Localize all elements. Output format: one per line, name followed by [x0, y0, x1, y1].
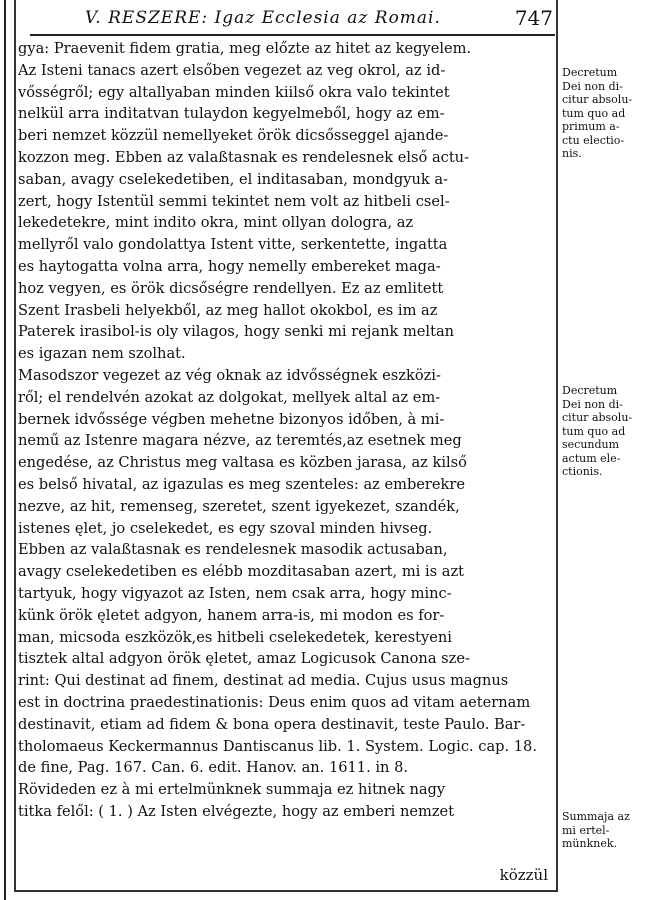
text-line: istenes ęlet, jo cselekedet, es egy szoval minden hivseg. [18, 519, 433, 537]
margin-note-line: primum a- [562, 120, 620, 133]
text-line: Szent Irasbeli helyekből, az meg hallot okokbol, es im az [18, 301, 438, 319]
text-line: gya: Praevenit fidem gratia, meg előzte az hitet az kegyelem. [18, 40, 472, 57]
text-line: nemű az Istenre magara nézve, az teremtés,az esetnek meg [18, 432, 462, 450]
text-line: de fine, Pag. 167. Can. 6. edit. Hanov. an. 1611. in 8. [18, 759, 409, 777]
margin-note-decretum-secundum [562, 384, 650, 479]
book-gutter-edge [4, 0, 6, 900]
text-line: Paterek irasibol-is oly vilagos, hogy senki mi rejank meltan [18, 323, 455, 341]
text-line: es igazan nem szolhat. [18, 345, 186, 363]
margin-note-decretum-primum [562, 66, 650, 161]
margin-note-line: Decretum [562, 384, 618, 397]
text-line: destinavit, etiam ad fidem & bona opera destinavit, teste Paulo. Bar- [18, 715, 526, 733]
page-number: 747 [514, 6, 553, 30]
margin-note-line: citur absolu- [562, 411, 633, 424]
margin-note-line: secundum [562, 438, 620, 451]
page-header [30, 4, 555, 36]
text-line: Ebben az valaßtasnak es rendelesnek masodik actusaban, [18, 541, 448, 559]
margin-note-line: Summaja az [562, 810, 630, 823]
margin-note-line: citur absolu- [562, 93, 633, 106]
text-line: tisztek altal adgyon örök ęletet, amaz Logicusok Canona sze- [18, 650, 470, 668]
text-line: Az Isteni tanacs azert elsőben vegezet az veg okrol, az id- [18, 61, 446, 79]
text-line: hoz vegyen, es örök dicsőségre rendellyen. Ez az emlitett [18, 279, 444, 297]
margin-note-line: Dei non di- [562, 79, 623, 93]
text-line: tholomaeus Keckermannus Dantiscanus lib. 1. System. Logic. cap. 18. [18, 737, 537, 755]
text-line: vősségről; egy altallyaban minden kiilső okra valo tekintet [18, 83, 450, 101]
text-line: saban, avagy cselekedetiben, el inditasaban, mondgyuk a- [18, 170, 448, 188]
text-line: tartyuk, hogy vigyazot az Isten, nem csak arra, hogy minc- [18, 584, 452, 602]
margin-note-line: Decretum [562, 66, 618, 79]
text-line: man, micsoda eszközök,es hitbeli cselekedetek, kerestyeni [18, 628, 452, 646]
margin-note-line: tum quo ad [562, 106, 626, 120]
text-line: künk örök ęletet adgyon, hanem arra-is, mi modon es for- [18, 606, 445, 624]
running-head: V. RESZERE: Igaz Ecclesia az Romai. [85, 8, 441, 28]
main-text [18, 38, 552, 823]
text-line: ről; el rendelvén azokat az dolgokat, mellyek altal az em- [18, 388, 441, 406]
text-line: es haytogatta volna arra, hogy nemelly embereket maga- [18, 257, 441, 275]
margin-note-line: ctionis. [562, 465, 603, 478]
text-line: es belső hivatal, az igazulas es meg szenteles: az emberekre [18, 475, 466, 493]
margin-note-line: tum quo ad [562, 424, 626, 438]
text-line: nezve, az hit, remenseg, szeretet, szent igyekezet, szandék, [18, 497, 460, 515]
text-line: Masodszor vegezet az vég oknak az idvősségnek eszközi- [18, 366, 441, 384]
text-line: nelkül arra inditatvan tulaydon kegyelmeből, hogy az em- [18, 105, 445, 123]
margin-note-line: nis. [562, 147, 582, 160]
text-line: engedése, az Christus meg valtasa es közben jarasa, az kilső [18, 454, 467, 472]
margin-note-line: ctu electio- [562, 133, 625, 147]
margin-note-line: Dei non di- [562, 397, 623, 411]
text-line: Rövideden ez à mi ertelmünknek summaja ez hitnek nagy [18, 781, 446, 799]
margin-note-line: mi ertel- [562, 823, 610, 837]
text-line: lekedetekre, mint indito okra, mint ollyan dologra, az [18, 214, 414, 232]
text-line: titka felől: ( 1. ) Az Isten elvégezte, hogy az emberi nemzet [18, 802, 455, 820]
text-line: zert, hogy Istentül semmi tekintet nem volt az hitbeli csel- [18, 192, 450, 210]
text-line: mellyről valo gondolattya Istent vitte, serkentette, ingatta [18, 236, 448, 254]
margin-note-summaja [562, 810, 650, 851]
text-line: kozzon meg. Ebben az valaßtasnak es rendelesnek első actu- [18, 148, 470, 166]
margin-note-line: actum ele- [562, 451, 621, 465]
text-line: rint: Qui destinat ad finem, destinat ad media. Cujus usus magnus [18, 672, 509, 690]
text-line: beri nemzet közzül nemellyeket örök dicsősseggel ajande- [18, 127, 449, 145]
margin-note-line: münknek. [562, 837, 618, 850]
text-line: avagy cselekedetiben es elébb mozditasaban azert, mi is azt [18, 563, 465, 581]
catchword: közzül [499, 866, 548, 884]
text-line: bernek idvőssége végben mehetne bizonyos időben, à mi- [18, 410, 445, 428]
text-line: est in doctrina praedestinationis: Deus enim quos ad vitam aeternam [18, 693, 531, 711]
